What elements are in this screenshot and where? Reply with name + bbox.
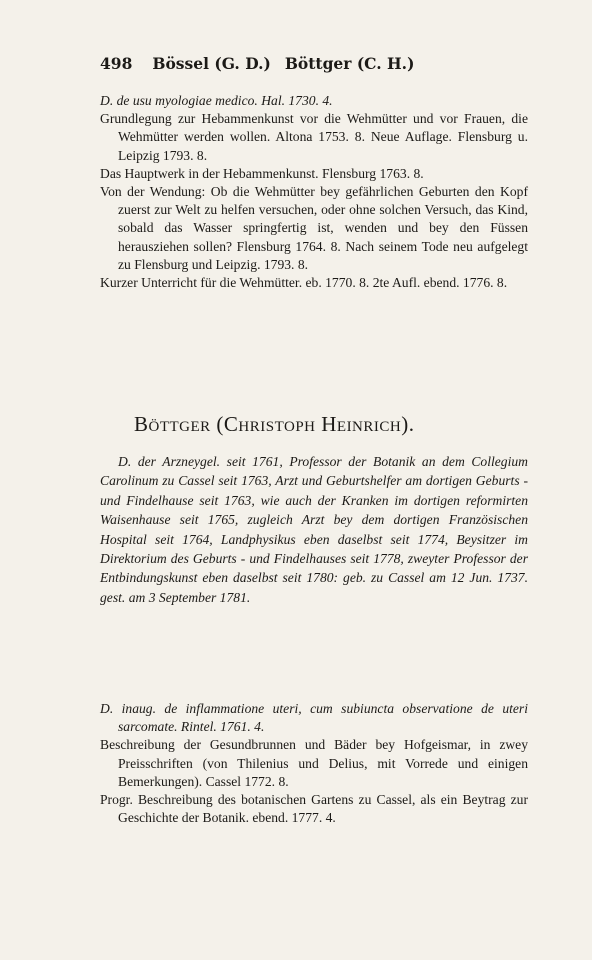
entry-grundlegung: Grundlegung zur Hebammenkunst vor die Wehmütter und vor Frauen, die Wehmütter werden wollen. Altona 1753. 8. Neue Auflage. Flensburg u. Leipzig 1793. 8. <box>100 111 528 163</box>
biography-paragraph: D. der Arzneygel. seit 1761, Professor der Botanik an dem Collegium Carolinum zu Cassel seit 1763, Arzt und Geburtshelfer am dortigen Geburts - und Findelhause seit 1763, wie auch der Kranken im dortigen reformirten Waisenhause seit 1765, zugleich Arzt bey dem dortigen Französischen Hospital seit 1764, Landphysikus eben daselbst seit 1774, Beysitzer im Direktorium des Geburts - und Findelhauses seit 1778, zweyter Professor der Entbindungskunst eben daselbst seit 1780: geb. zu Cassel am 12 Jun. 1737. gest. am 3 September 1781. <box>100 454 528 605</box>
entry-hauptwerk: Das Hauptwerk in der Hebammenkunst. Flensburg 1763. 8. <box>100 165 424 181</box>
section-title: Böttger (Christoph Heinrich). <box>134 412 415 436</box>
entry-wendung: Von der Wendung: Ob die Wehmütter bey gefährlichen Geburten den Kopf zuerst zur Welt zu helfen versuchen, oder ohne solchen Versuch, das Kind, sobald das Wasser springfertig ist, wenden und bey den Füssen herausziehen sollen? Flensburg 1764. 8. Nach seinem Tode neu aufgelegt zu Flensburg und Leipzig. 1793. 8. <box>100 184 528 272</box>
entry-gesundbrunnen: Beschreibung der Gesundbrunnen und Bäder bey Hofgeismar, in zwey Preisschriften (von Thilenius und Delius, mit Vorrede und einigen Bemerkungen). Cassel 1772. 8. <box>100 737 528 789</box>
entries-top <box>100 92 528 292</box>
page-number: 498 <box>100 54 133 73</box>
entry-botanischer-garten: Progr. Beschreibung des botanischen Gartens zu Cassel, als ein Beytrag zur Geschichte der Botanik. ebend. 1777. 4. <box>100 792 528 826</box>
entry-inaug: D. inaug. de inflammatione uteri, cum subiuncta observatione de uteri sarcomate. Rintel. 1761. 4. <box>100 701 528 735</box>
header-left-name: Bössel (G. D.) <box>152 54 271 73</box>
header-right-name: Böttger (C. H.) <box>284 54 415 73</box>
running-header <box>100 54 520 73</box>
entries-bottom <box>100 700 528 827</box>
entry-unterricht: Kurzer Unterricht für die Wehmütter. eb. 1770. 8. 2te Aufl. ebend. 1776. 8. <box>100 275 508 291</box>
entry-dissertation: D. de usu myologiae medico. Hal. 1730. 4. <box>100 93 333 108</box>
